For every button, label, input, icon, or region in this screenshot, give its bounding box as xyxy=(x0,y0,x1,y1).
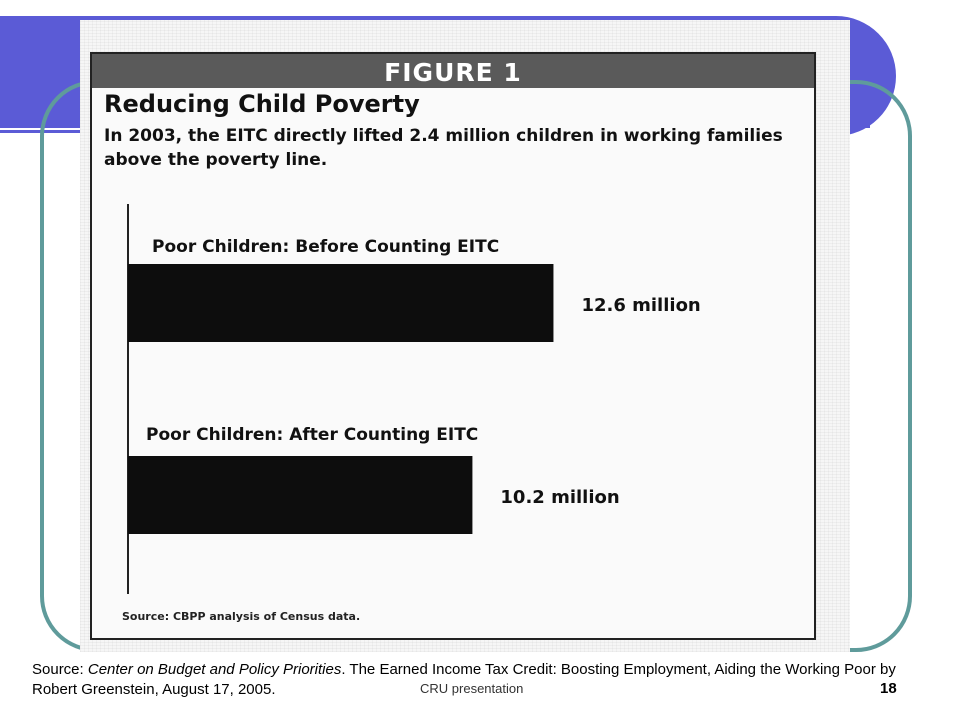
category-label: Poor Children: After Counting EITC xyxy=(146,425,479,445)
value-label: 12.6 million xyxy=(581,295,701,316)
caption-prefix: Source: xyxy=(32,661,88,678)
category-label: Poor Children: Before Counting EITC xyxy=(152,237,500,257)
caption-source: Center on Budget and Policy Priorities xyxy=(87,661,342,678)
slide-number: 18 xyxy=(880,680,897,697)
value-label: 10.2 million xyxy=(500,487,620,508)
figure-header-label: FIGURE 1 xyxy=(384,58,522,87)
caption-citation: . The Earned Income Tax Credit: Boosting Employment, Aiding the Working Poor by Robert Greenstein, August 17, 2005. xyxy=(32,661,896,698)
slide-footer: CRU presentation xyxy=(420,681,524,696)
figure-source-note: Source: CBPP analysis of Census data. xyxy=(122,610,361,623)
bar-chart xyxy=(92,54,814,638)
bar xyxy=(128,456,472,534)
figure-box xyxy=(90,52,816,640)
bar xyxy=(128,264,553,342)
figure-title: Reducing Child Poverty xyxy=(104,90,420,118)
figure-subtitle: In 2003, the EITC directly lifted 2.4 million children in working families above the poverty line. xyxy=(104,126,783,170)
